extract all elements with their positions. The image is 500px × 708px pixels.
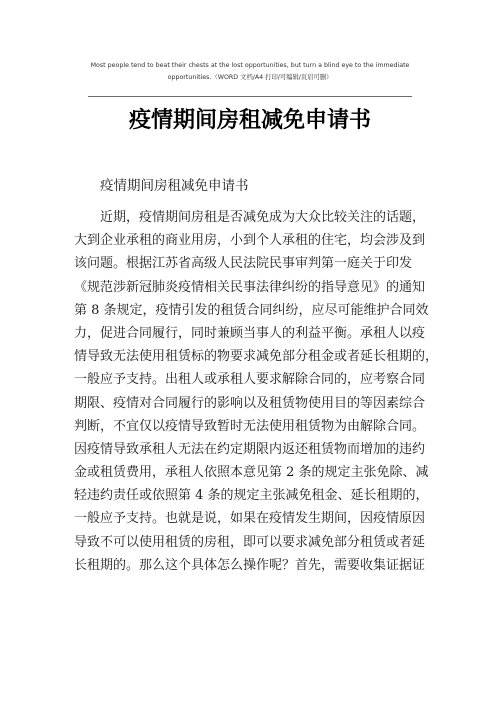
body-line: 轻违约责任或依照第 4 条的规定主张减免租金、延长租期的， bbox=[74, 488, 429, 504]
body-line: 长租期的。那么这个具体怎么操作呢？首先，需要收集证据证 bbox=[74, 557, 426, 573]
body-line: 情导致无法使用租赁标的物要求减免部分租金或者延长租期的， bbox=[74, 349, 439, 365]
body-line: 因疫情导致承租人无法在约定期限内返还租赁物而增加的违约 bbox=[74, 441, 426, 457]
page-header bbox=[40, 60, 460, 84]
body-line: 力，促进合同履行，同时兼顾当事人的利益平衡。承租人以疫 bbox=[74, 325, 426, 341]
body-line: 《规范涉新冠肺炎疫情相关民事法律纠纷的指导意见》的通知 bbox=[74, 279, 426, 295]
body-line: 期限、疫情对合同履行的影响以及租赁物使用目的等因素综合 bbox=[74, 395, 426, 411]
body-line: 导致不可以使用租赁的房租，即可以要求减免部分租赁或者延 bbox=[74, 534, 426, 550]
body-line: 大到企业承租的商业用房，小到个人承租的住宅，均会涉及到 bbox=[74, 233, 426, 249]
document-subtitle: 疫情期间房租减免申请书 bbox=[100, 178, 249, 194]
body-line: 该问题。根据江苏省高级人民法院民事审判第一庭关于印发 bbox=[74, 256, 413, 272]
document-title: 疫情期间房租减免申请书 bbox=[128, 108, 371, 133]
body-line: 第 8 条规定，疫情引发的租赁合同纠纷，应尽可能维护合同效 bbox=[74, 302, 429, 318]
body-line: 判断，不宜仅以疫情导致暂时无法使用租赁物为由解除合同。 bbox=[74, 418, 426, 434]
body-line: 金或租赁费用，承租人依照本意见第 2 条的规定主张免除、减 bbox=[74, 465, 429, 481]
body-line: 一般应予支持。出租人或承租人要求解除合同的，应考察合同 bbox=[74, 372, 426, 388]
header-line-2: opportunities.（WORD 文档/A4 打印/可编辑/页眉可删） bbox=[167, 74, 333, 81]
body-line: 一般应予支持。也就是说，如果在疫情发生期间，因疫情原因 bbox=[74, 511, 426, 527]
header-line-1: Most people tend to beat their chests at the lost opportunities, but turn a blind eye to the immediate bbox=[90, 62, 410, 69]
body-paragraph bbox=[74, 206, 439, 577]
body-line: 近期，疫情期间房租是否减免成为大众比较关注的话题， bbox=[100, 210, 426, 225]
header-divider bbox=[88, 96, 412, 97]
